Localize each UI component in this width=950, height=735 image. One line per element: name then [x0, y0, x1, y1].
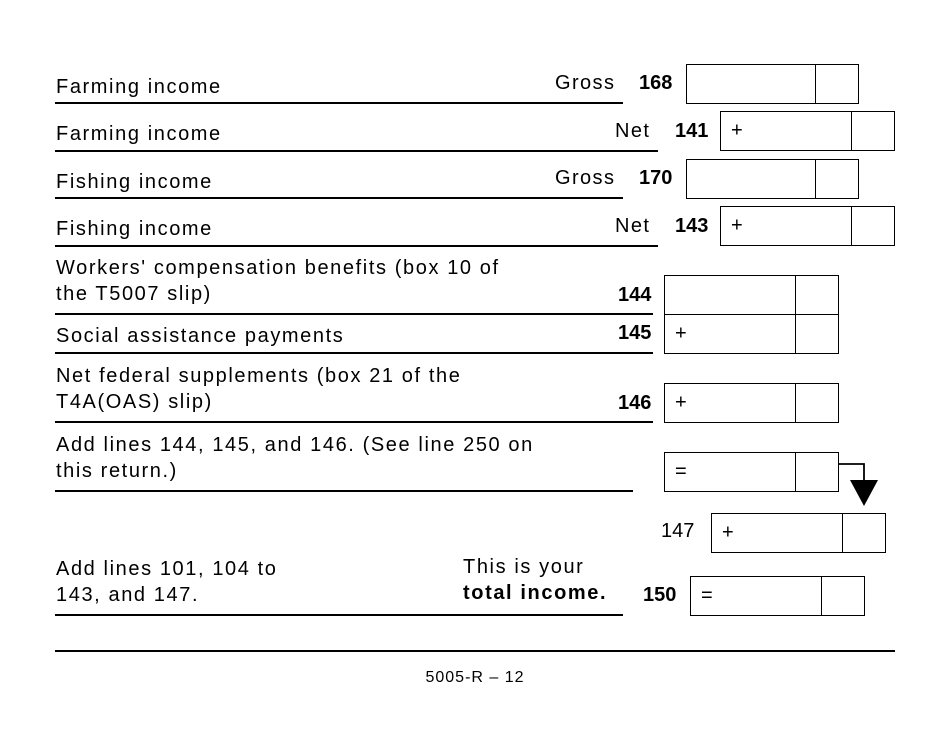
- farming-income-net-label: Farming income: [56, 123, 222, 145]
- add-lines-144-146-label-line2: this return.): [56, 460, 178, 482]
- line-143-amount-field[interactable]: [720, 206, 895, 246]
- equals-sign: =: [701, 584, 713, 607]
- total-income-label-line1: Add lines 101, 104 to: [56, 558, 278, 580]
- workers-compensation-label-line1: Workers' compensation benefits (box 10 of: [56, 257, 500, 279]
- plus-sign: +: [675, 322, 687, 345]
- net-federal-supplements-label-line1: Net federal supplements (box 21 of the: [56, 365, 462, 387]
- row-rule: [55, 102, 623, 104]
- line-number-168: 168: [639, 72, 673, 94]
- line-145-amount-field[interactable]: [664, 314, 839, 354]
- row-rule: [55, 421, 653, 423]
- farming-income-gross-label: Farming income: [56, 76, 222, 98]
- net-qualifier: Net: [615, 215, 651, 237]
- cents-divider: [815, 160, 816, 198]
- cents-divider: [795, 384, 796, 422]
- footer-rule: [55, 650, 895, 652]
- row-rule: [55, 150, 658, 152]
- line-144-amount-field[interactable]: [664, 275, 839, 315]
- cents-divider: [851, 112, 852, 150]
- line-number-141: 141: [675, 120, 709, 142]
- row-rule: [55, 614, 623, 616]
- social-assistance-label: Social assistance payments: [56, 325, 345, 347]
- line-150-total-income-field[interactable]: [690, 576, 865, 616]
- row-rule: [55, 313, 653, 315]
- line-number-170: 170: [639, 167, 673, 189]
- cents-divider: [795, 315, 796, 353]
- add-lines-144-146-label-line1: Add lines 144, 145, and 146. (See line 250 on: [56, 434, 534, 456]
- plus-sign: +: [731, 214, 743, 237]
- line-141-amount-field[interactable]: [720, 111, 895, 151]
- workers-compensation-label-line2: the T5007 slip): [56, 283, 212, 305]
- line-number-144: 144: [618, 284, 652, 306]
- line-number-145: 145: [618, 322, 652, 344]
- cents-divider: [815, 65, 816, 103]
- total-income-label-line2: 143, and 147.: [56, 584, 200, 606]
- cents-divider: [842, 514, 843, 552]
- line-147-amount-field[interactable]: [711, 513, 886, 553]
- add-lines-subtotal-field[interactable]: [664, 452, 839, 492]
- cents-divider: [821, 577, 822, 615]
- net-federal-supplements-label-line2: T4A(OAS) slip): [56, 391, 213, 413]
- fishing-income-gross-label: Fishing income: [56, 171, 213, 193]
- net-qualifier: Net: [615, 120, 651, 142]
- equals-sign: =: [675, 460, 687, 483]
- total-income-note-line2: total income.: [463, 582, 608, 604]
- fishing-income-net-label: Fishing income: [56, 218, 213, 240]
- line-170-amount-field[interactable]: [686, 159, 859, 199]
- page-footer-id: 5005-R – 12: [425, 669, 525, 686]
- plus-sign: +: [675, 391, 687, 414]
- down-arrow-icon: [836, 460, 880, 510]
- cents-divider: [795, 453, 796, 491]
- cents-divider: [795, 276, 796, 314]
- plus-sign: +: [731, 119, 743, 142]
- row-rule: [55, 245, 658, 247]
- line-number-143: 143: [675, 215, 709, 237]
- row-rule: [55, 352, 653, 354]
- row-rule: [55, 490, 633, 492]
- line-number-150: 150: [643, 584, 677, 606]
- row-rule: [55, 197, 623, 199]
- line-number-146: 146: [618, 392, 652, 414]
- plus-sign: +: [722, 521, 734, 544]
- total-income-note-line1: This is your: [463, 556, 585, 578]
- gross-qualifier: Gross: [555, 167, 616, 189]
- line-168-amount-field[interactable]: [686, 64, 859, 104]
- gross-qualifier: Gross: [555, 72, 616, 94]
- line-number-147: 147: [661, 520, 695, 542]
- line-146-amount-field[interactable]: [664, 383, 839, 423]
- cents-divider: [851, 207, 852, 245]
